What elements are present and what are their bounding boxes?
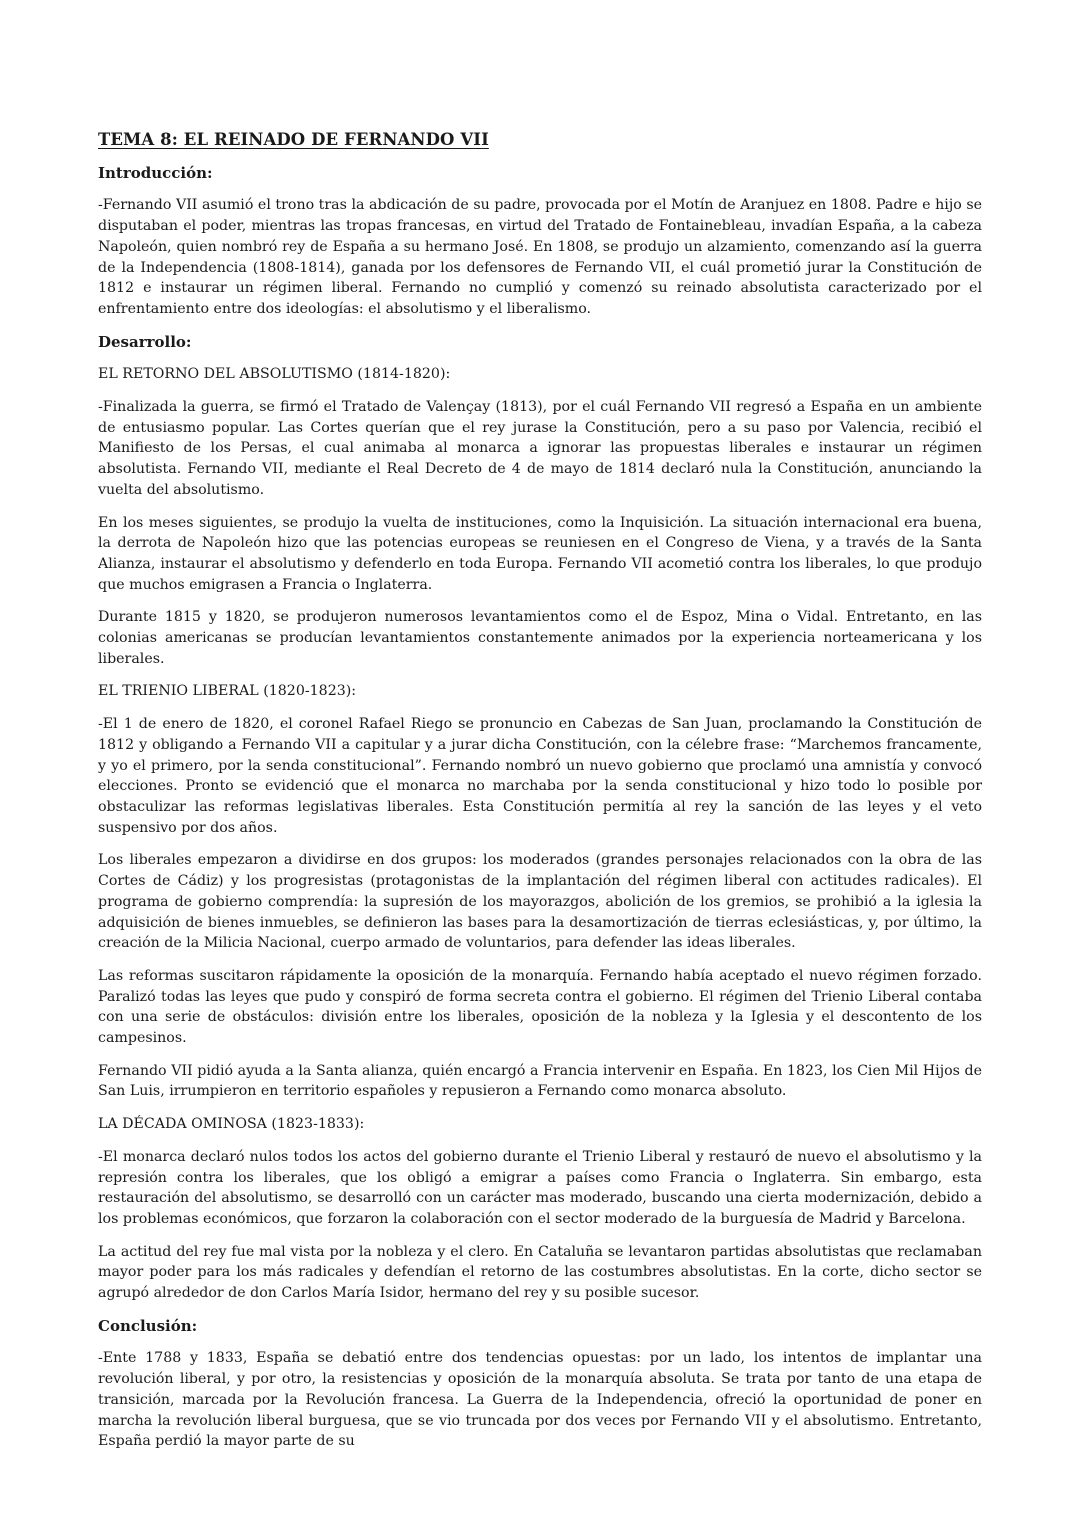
paragraph: Las reformas suscitaron rápidamente la oposición de la monarquía. Fernando había aceptado el nuevo régimen forzado. Paralizó todas las leyes que pudo y conspiró de forma secreta contra el gobierno. El régimen del Trienio Liberal contaba con una serie de obstáculos: división entre los liberales, oposición de la nobleza y la Iglesia y el descontento de los campesinos. (98, 967, 982, 1047)
introduction-paragraph: -Fernando VII asumió el trono tras la abdicación de su padre, provocada por el Motín de Aranjuez en 1808. Padre e hijo se disputaban el poder, mientras las tropas francesas, en virtud del Tratado de Fontainebleau, invadían España, a la cabeza Napoleón, quien nombró rey de España a su hermano José. En 1808, se produjo un alzamiento, comenzando así la guerra de la Independencia (1808-1814), ganada por los defensores de Fernando VII, el cuál prometió jurar la Constitución de 1812 e instaurar un régimen liberal. Fernando no cumplió y comenzó su reinado absolutista caracterizado por el enfrentamiento entre dos ideologías: el absolutismo y el liberalismo. (98, 197, 982, 317)
paragraph: En los meses siguientes, se produjo la vuelta de instituciones, como la Inquisición. La situación internacional era buena, la derrota de Napoleón hizo que las potencias europeas se reuniesen en el Congreso de Viena, y a través de la Santa Alianza, instaurar el absolutismo y defenderlo en toda Europa. Fernando VII acometió contra los liberales, lo que produjo que muchos emigrasen a Francia o Inglaterra. (98, 514, 982, 593)
introduction-heading: Introducción: (98, 163, 213, 182)
development-heading: Desarrollo: (98, 332, 192, 351)
document-title: TEMA 8: EL REINADO DE FERNANDO VII (98, 130, 489, 149)
section-heading-trienio: EL TRIENIO LIBERAL (1820-1823): (98, 683, 357, 700)
document-page (98, 130, 982, 1464)
conclusion-heading: Conclusión: (98, 1316, 198, 1335)
paragraph: Fernando VII pidió ayuda a la Santa alianza, quién encargó a Francia intervenir en España. En 1823, los Cien Mil Hijos de San Luis, irrumpieron en territorio españoles y repusieron a Fernando como monarca absoluto. (98, 1062, 982, 1100)
section-heading-decada: LA DÉCADA OMINOSA (1823-1833): (98, 1116, 365, 1133)
paragraph: La actitud del rey fue mal vista por la nobleza y el clero. En Cataluña se levantaron partidas absolutistas que reclamaban mayor poder para los más radicales y defendían el retorno de las costumbres absolutistas. En la corte, dicho sector se agrupó alrededor de don Carlos María Isidor, hermano del rey y su posible sucesor. (98, 1243, 982, 1302)
paragraph: -Finalizada la guerra, se firmó el Tratado de Valençay (1813), por el cuál Fernando VII regresó a España en un ambiente de entusiasmo popular. Las Cortes querían que el rey jurase la Constitución, pero a su paso por Valencia, recibió el Manifiesto de los Persas, el cual animaba al monarca a ignorar las propuestas liberales e instaurar un régimen absolutista. Fernando VII, mediante el Real Decreto de 4 de mayo de 1814 declaró nula la Constitución, anunciando la vuelta del absolutismo. (98, 399, 982, 498)
paragraph: Durante 1815 y 1820, se produjeron numerosos levantamientos como el de Espoz, Mina o Vidal. Entretanto, en las colonias americanas se producían levantamientos constantemente animados por la experiencia norteamericana y los liberales. (98, 609, 982, 667)
conclusion-paragraph: -Ente 1788 y 1833, España se debatió entre dos tendencias opuestas: por un lado, los intentos de implantar una revolución liberal, y por otro, la resistencias y oposición de la monarquía absoluta. Se trata por tanto de una etapa de transición, marcada por la Revolución francesa. La Guerra de la Independencia, ofreció la oportunidad de poner en marcha la revolución liberal burguesa, que se vio truncada por dos veces por Fernando VII y el absolutismo. Entretanto, España perdió la mayor parte de su (98, 1350, 982, 1450)
paragraph: -El 1 de enero de 1820, el coronel Rafael Riego se pronuncio en Cabezas de San Juan, proclamando la Constitución de 1812 y obligando a Fernando VII a capitular y a jurar dicha Constitución, con la célebre frase: “Marchemos francamente, y yo el primero, por la senda constitucional”. Fernando nombró un nuevo gobierno que proclamó una amnistía y convocó elecciones. Pronto se evidenció que el monarca no marchaba por la senda constitucional y hizo todo lo posible por obstaculizar las reformas legislativas liberales. Esta Constitución permitía al rey la sanción de las leyes y el veto suspensivo por dos años. (98, 716, 982, 836)
section-heading-retorno: EL RETORNO DEL ABSOLUTISMO (1814-1820): (98, 366, 451, 383)
paragraph: Los liberales empezaron a dividirse en dos grupos: los moderados (grandes personajes relacionados con la obra de las Cortes de Cádiz) y los progresistas (protagonistas de la implantación del régimen liberal con actitudes radicales). El programa de gobierno comprendía: la supresión de los mayorazgos, abolición de los gremios, se prohibió a la iglesia la adquisición de bienes inmuebles, se definieron las bases para la desamortización de tierras eclesiásticas, y, por último, la creación de la Milicia Nacional, cuerpo armado de voluntarios, para defender las ideas liberales. (98, 852, 982, 952)
paragraph: -El monarca declaró nulos todos los actos del gobierno durante el Trienio Liberal y restauró de nuevo el absolutismo y la represión contra los liberales, que los obligó a emigrar a países como Francia o Inglaterra. Sin embargo, esta restauración del absolutismo, se desarrolló con un carácter mas moderado, buscando una cierta modernización, debido a los problemas económicos, que forzaron la colaboración con el sector moderado de la burguesía de Madrid y Barcelona. (98, 1148, 982, 1227)
